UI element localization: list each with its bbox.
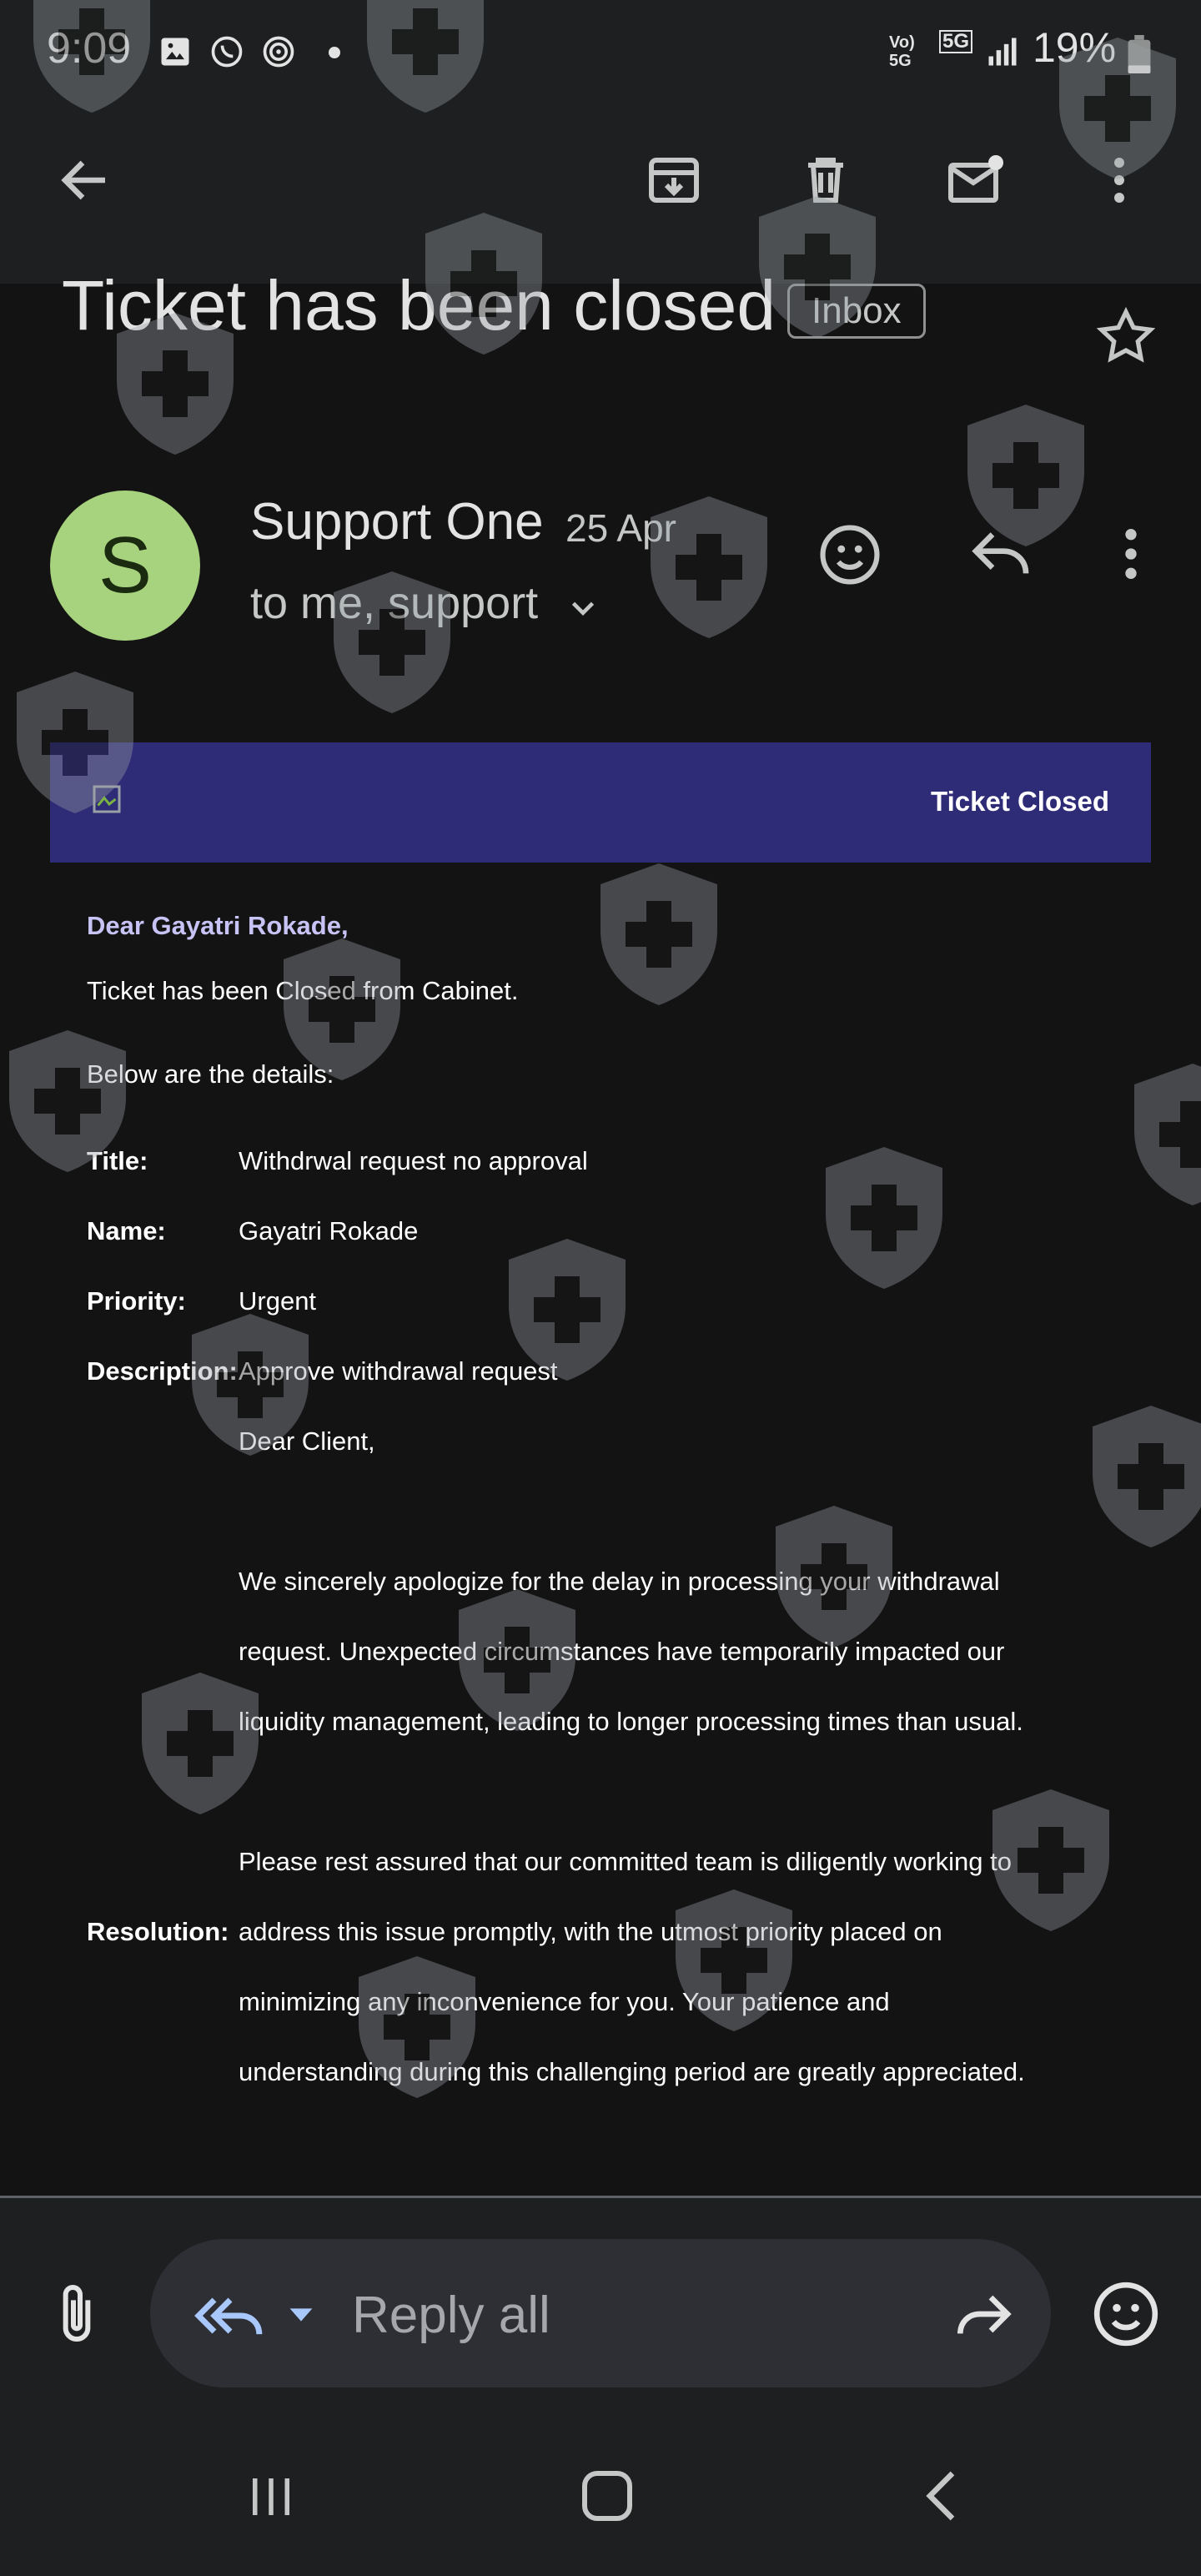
star-icon[interactable]	[1093, 304, 1159, 370]
title-label: Title:	[87, 1146, 148, 1175]
description-label: Description:	[87, 1356, 238, 1386]
body-line-1: Ticket has been Closed from Cabinet.	[87, 976, 519, 1005]
recipients-text: to me, support	[250, 578, 539, 628]
emoji-reaction-icon[interactable]	[816, 521, 884, 589]
name-label: Name:	[87, 1216, 166, 1245]
priority-value: Urgent	[239, 1286, 317, 1316]
more-vert-icon[interactable]	[1089, 150, 1149, 210]
reply-icon[interactable]	[967, 521, 1034, 587]
music-app-icon	[260, 33, 297, 70]
resolution-line: liquidity management, leading to longer processing times than usual.	[239, 1707, 1023, 1736]
description-value: Approve withdrawal request	[239, 1356, 558, 1386]
nav-back-icon[interactable]	[917, 2466, 967, 2526]
notification-dot-icon	[329, 47, 340, 58]
greeting: Dear Gayatri Rokade,	[87, 911, 349, 940]
sender-name[interactable]: Support One	[250, 493, 544, 551]
delete-icon[interactable]	[796, 150, 856, 210]
banner-title: Ticket Closed	[931, 786, 1109, 817]
signal-icon	[984, 33, 1021, 70]
shield-watermark-icon	[1084, 1401, 1201, 1552]
body-line-2: Below are the details:	[87, 1059, 334, 1089]
resolution-line: minimizing any inconvenience for you. Your patience and	[239, 1987, 890, 2016]
battery-icon	[1128, 35, 1151, 73]
broken-image-icon	[92, 784, 122, 814]
gallery-icon	[157, 33, 193, 70]
app-bar	[0, 100, 1201, 284]
archive-icon[interactable]	[644, 150, 704, 210]
resolution-line: request. Unexpected circumstances have temporarily impacted our	[239, 1637, 1005, 1666]
inbox-label-chip[interactable]: Inbox	[787, 284, 926, 339]
recipients-toggle[interactable]	[250, 577, 538, 629]
email-subject: Ticket has been closed	[62, 266, 776, 345]
shield-watermark-icon	[592, 859, 726, 1009]
mark-unread-icon[interactable]	[946, 150, 1006, 210]
shield-watermark-icon	[817, 1143, 951, 1293]
shield-watermark-icon	[133, 1668, 267, 1819]
resolution-line: We sincerely apologize for the delay in processing your withdrawal	[239, 1567, 1000, 1596]
home-icon[interactable]	[577, 2466, 637, 2526]
reply-placeholder: Reply all	[352, 2287, 550, 2344]
resolution-line: address this issue promptly, with the utmost priority placed on	[239, 1917, 942, 1946]
recent-apps-icon[interactable]	[242, 2469, 300, 2524]
sender-avatar[interactable]: S	[50, 491, 200, 641]
message-more-icon[interactable]	[1106, 521, 1156, 587]
resolution-line: Please rest assured that our committed team is diligently working to	[239, 1847, 1012, 1876]
title-value: Withdrwal request no approval	[239, 1146, 588, 1175]
resolution-label: Resolution:	[87, 1917, 229, 1946]
reply-all-icon[interactable]	[190, 2284, 270, 2347]
forward-icon[interactable]	[947, 2281, 1018, 2347]
volte-icon: Vo) 5G	[889, 33, 915, 70]
email-date: 25 Apr	[565, 506, 676, 550]
chevron-down-icon[interactable]	[564, 589, 602, 627]
5g-icon: 5G	[939, 30, 972, 53]
emoji-icon[interactable]	[1089, 2277, 1163, 2351]
caret-down-icon[interactable]	[282, 2296, 320, 2334]
resolution-line: understanding during this challenging period are greatly appreciated.	[239, 2057, 1025, 2086]
resolution-line: Dear Client,	[239, 1426, 375, 1456]
name-value: Gayatri Rokade	[239, 1216, 419, 1245]
priority-label: Priority:	[87, 1286, 186, 1316]
attachment-icon[interactable]	[50, 2281, 103, 2347]
status-time: 9:09	[47, 24, 132, 73]
whatsapp-icon	[209, 33, 245, 70]
back-arrow-icon[interactable]	[55, 150, 115, 210]
shield-watermark-icon	[1126, 1059, 1201, 1210]
battery-percent: 19%	[1033, 24, 1117, 71]
